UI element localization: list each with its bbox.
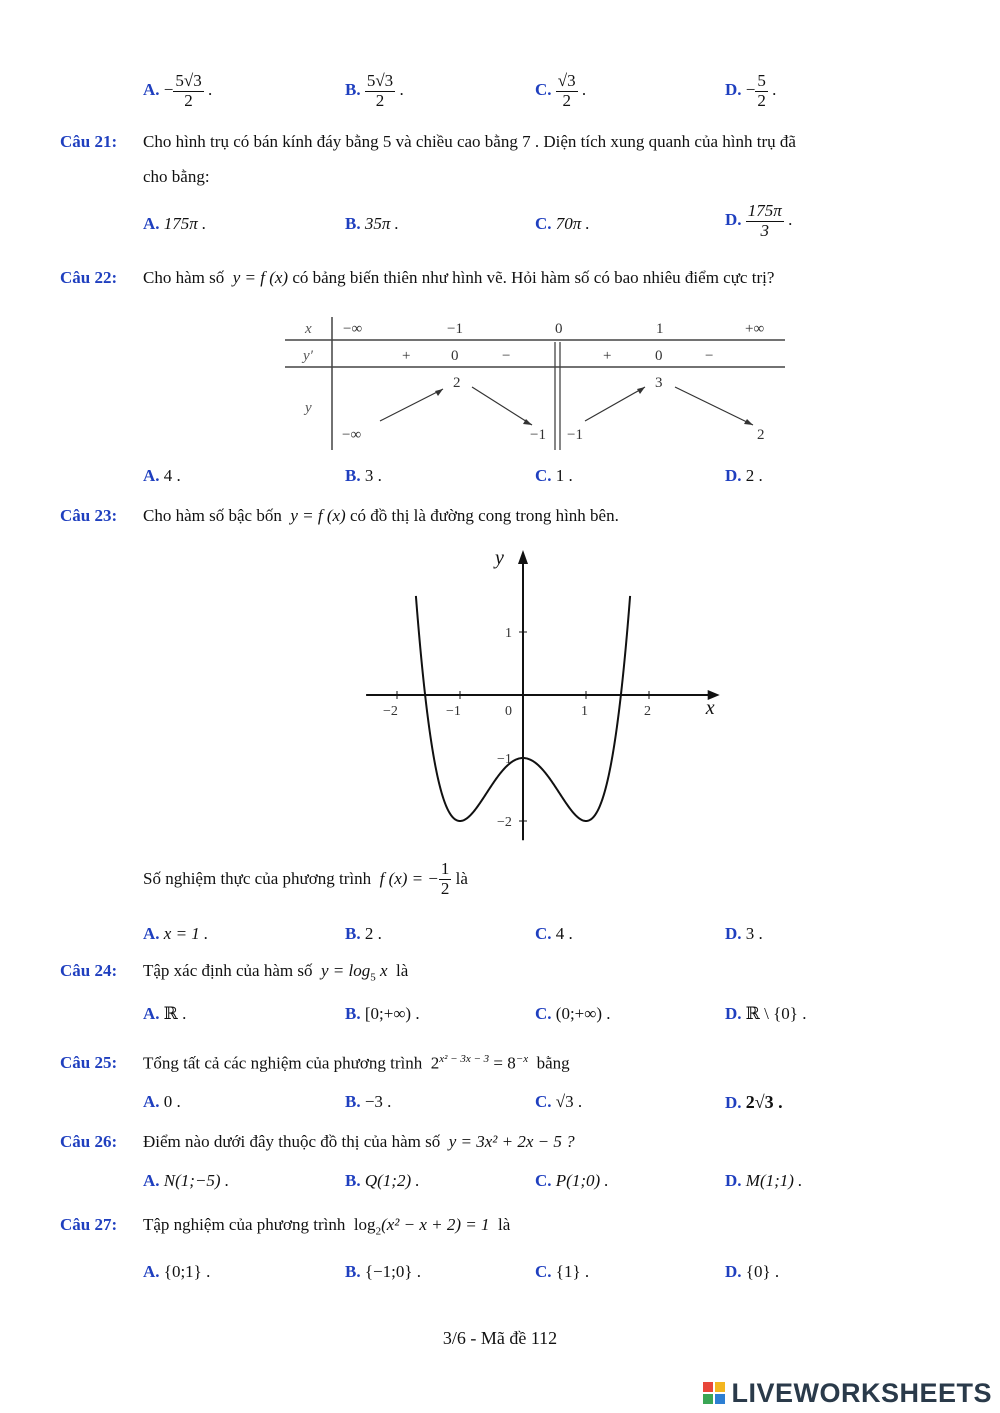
- q21-option-b[interactable]: B. 35π .: [345, 214, 399, 233]
- logo-text: LIVEWORKSHEETS: [731, 1377, 992, 1408]
- q21-option-c[interactable]: C. 70π .: [535, 214, 590, 233]
- q26-option-b[interactable]: B. Q(1;2) .: [345, 1171, 420, 1190]
- q24-option-d[interactable]: D. ℝ \ {0} .: [725, 1004, 807, 1023]
- x-tick-label: 2: [644, 704, 651, 719]
- q22-option-d[interactable]: D. 2 .: [725, 466, 763, 485]
- q20-option-a[interactable]: A. − $\frac{5√3}{2}$ .: [143, 71, 213, 110]
- logo-squares-icon: [703, 1382, 725, 1404]
- q25-option-c[interactable]: C. √3 .: [535, 1092, 583, 1111]
- q22-option-a[interactable]: A. 4 .: [143, 466, 181, 485]
- quartic-graph: [360, 540, 720, 855]
- q26-option-a[interactable]: A. N(1;−5) .: [143, 1171, 230, 1190]
- q23-option-d[interactable]: D. 3 .: [725, 924, 763, 943]
- table-x-val-1: −1: [447, 321, 463, 337]
- q25-label: Câu 25:: [60, 1053, 118, 1072]
- q27-option-a[interactable]: A. {0;1} .: [143, 1262, 211, 1281]
- q25-options: [0, 1090, 1000, 1120]
- q20-option-d[interactable]: D. − $\frac{5}{2}$ .: [725, 71, 777, 110]
- y-axis-arrow: [518, 550, 528, 564]
- q22-label: Câu 22:: [60, 268, 118, 287]
- q26-label: Câu 26:: [60, 1132, 118, 1151]
- q21-option-d[interactable]: D. $\frac{175\pi}{3}$ .: [725, 201, 793, 240]
- q21-text-line2: cho bằng:: [143, 167, 210, 186]
- table-y-val-5: 2: [757, 427, 765, 443]
- q27-options: [0, 1260, 1000, 1290]
- x-tick-label: 0: [505, 704, 512, 719]
- q23-question: Số nghiệm thực của phương trình f (x) = − $\frac{1}{2}$ là: [143, 859, 468, 898]
- page-footer: 3/6 - Mã đề 112: [442, 1328, 558, 1348]
- table-x-val-2: 0: [555, 321, 563, 337]
- y-tick-label: −1: [497, 752, 512, 767]
- variation-table: [285, 315, 790, 455]
- q24-option-c[interactable]: C. (0;+∞) .: [535, 1004, 611, 1023]
- q24-option-b[interactable]: B. [0;+∞) .: [345, 1004, 420, 1023]
- q22-text: Cho hàm số y = f (x) có bảng biến thiên như hình vẽ. Hỏi hàm số có bao nhiêu điểm cực trị?: [143, 268, 775, 287]
- q20-options: [0, 66, 1000, 116]
- table-yp-label: y′: [303, 348, 313, 364]
- table-x-val-3: 1: [656, 321, 664, 337]
- q23-option-b[interactable]: B. 2 .: [345, 924, 382, 943]
- q25-option-a[interactable]: A. 0 .: [143, 1092, 181, 1111]
- q22-option-b[interactable]: B. 3 .: [345, 466, 382, 485]
- table-sign-1: 0: [451, 348, 459, 364]
- table-y-val-1: 2: [453, 375, 461, 391]
- x-axis-label: x: [705, 697, 715, 719]
- q25-option-d[interactable]: D. 2√3 .: [725, 1092, 783, 1112]
- q21-option-a[interactable]: A. 175π .: [143, 214, 207, 233]
- q21-options: [0, 200, 1000, 250]
- q24-label: Câu 24:: [60, 961, 118, 980]
- q26-option-d[interactable]: D. M(1;1) .: [725, 1171, 803, 1190]
- table-sign-4: 0: [655, 348, 663, 364]
- q26-text: Điểm nào dưới đây thuộc đồ thị của hàm số y = 3x² + 2x − 5 ?: [143, 1132, 575, 1151]
- table-sign-3: +: [603, 348, 612, 364]
- y-axis-label: y: [495, 547, 504, 569]
- q20-option-c[interactable]: C. $\frac{√3}{2}$ .: [535, 71, 587, 110]
- table-y-label: y: [305, 400, 312, 416]
- table-y-val-3: −1: [567, 427, 583, 443]
- x-tick-label: −1: [446, 704, 461, 719]
- q21-text-line1: Cho hình trụ có bán kính đáy bằng 5 và chiều cao bằng 7 . Diện tích xung quanh của hình trụ đã: [143, 132, 796, 151]
- table-sign-2: −: [502, 348, 511, 364]
- q21-label: Câu 21:: [60, 132, 118, 151]
- table-sign-5: −: [705, 348, 714, 364]
- q24-option-a[interactable]: A. ℝ .: [143, 1004, 187, 1023]
- q27-text: Tập nghiệm của phương trình $\log_2(x^2 - x + 2) = 1$ là: [143, 1215, 511, 1238]
- table-y-val-2: −1: [530, 427, 546, 443]
- q20-option-b[interactable]: B. $\frac{5√3}{2}$ .: [345, 71, 404, 110]
- table-y-val-4: 3: [655, 375, 663, 391]
- y-tick-label: −2: [497, 815, 512, 830]
- q23-option-c[interactable]: C. 4 .: [535, 924, 573, 943]
- q26-options: [0, 1169, 1000, 1199]
- q23-option-a[interactable]: A. x = 1 .: [143, 924, 209, 943]
- q24-text: Tập xác định của hàm số $y = \log_5 x$ là: [143, 961, 409, 984]
- q27-label: Câu 27:: [60, 1215, 118, 1234]
- liveworksheets-logo[interactable]: [703, 1378, 992, 1408]
- q23-label: Câu 23:: [60, 506, 118, 525]
- q26-option-c[interactable]: C. P(1;0) .: [535, 1171, 609, 1190]
- q27-option-b[interactable]: B. {−1;0} .: [345, 1262, 421, 1281]
- q24-options: [0, 1002, 1000, 1032]
- q25-text: Tổng tất cả các nghiệm của phương trình $2^{x^2 - 3x - 3} = 8^{-x}$ bằng: [143, 1053, 570, 1073]
- q22-options: [0, 462, 1000, 492]
- q27-option-d[interactable]: D. {0} .: [725, 1262, 780, 1281]
- q23-options: [0, 922, 1000, 952]
- q23-text: Cho hàm số bậc bốn y = f (x) có đồ thị là đường cong trong hình bên.: [143, 506, 619, 525]
- x-tick-label: 1: [581, 704, 588, 719]
- table-x-val-4: +∞: [745, 321, 765, 337]
- q27-option-c[interactable]: C. {1} .: [535, 1262, 590, 1281]
- table-sign-0: +: [402, 348, 411, 364]
- table-x-label: x: [305, 321, 312, 337]
- table-y-val-0: −∞: [342, 427, 362, 443]
- y-tick-label: 1: [505, 626, 512, 641]
- table-x-val-0: −∞: [343, 321, 363, 337]
- q25-option-b[interactable]: B. −3 .: [345, 1092, 392, 1111]
- q22-option-c[interactable]: C. 1 .: [535, 466, 573, 485]
- x-tick-label: −2: [383, 704, 398, 719]
